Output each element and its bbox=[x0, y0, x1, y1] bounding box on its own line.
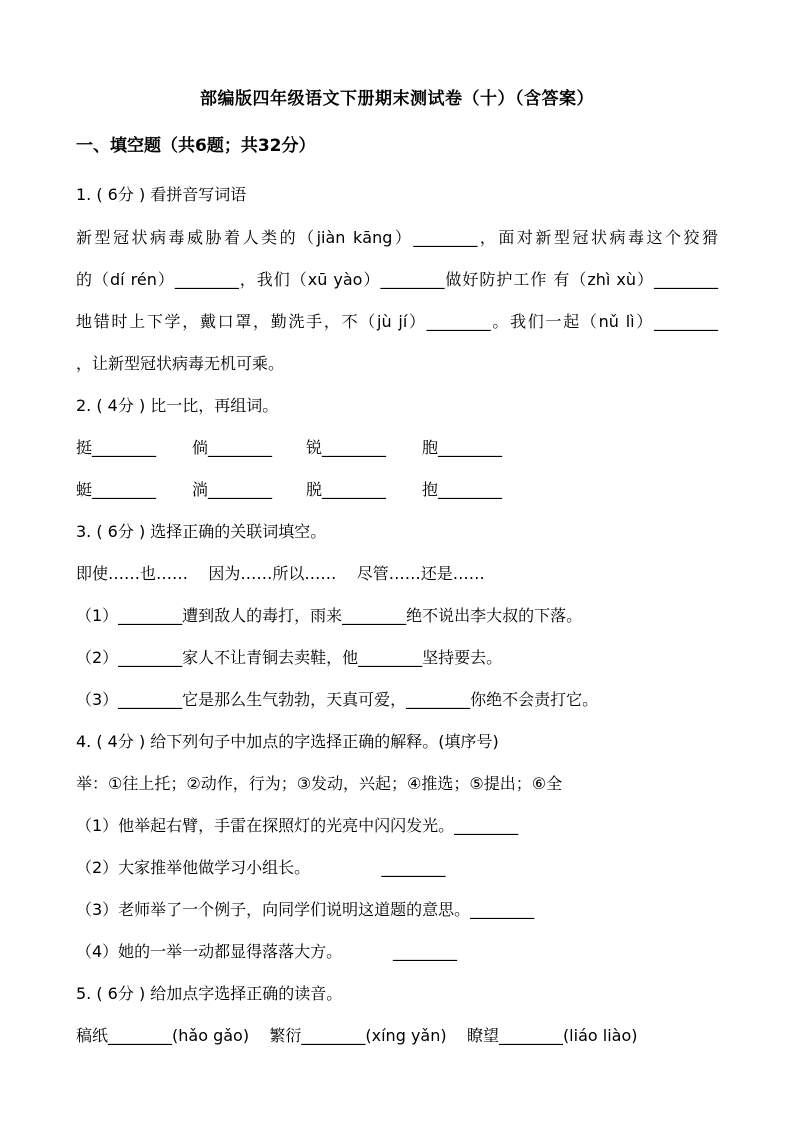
question-3-item-1: （1）________遭到敌人的毒打，雨来________绝不说出李大叔的下落。 bbox=[76, 606, 583, 625]
page-title: 部编版四年级语文下册期末测试卷（十）（含答案） bbox=[200, 89, 594, 109]
question-4-item-1: （1）他举起右臂，手雷在探照灯的光亮中闪闪发光。________ bbox=[76, 816, 519, 835]
question-1-line-2: 的（dí rén）________，我们（xū yào）________做好防护工作 有（zhì xù）________ bbox=[76, 270, 718, 289]
question-1-heading: 1. ( 6分 ) 看拼音写词语 bbox=[76, 185, 247, 204]
question-1-line-1: 新型冠状病毒威胁着人类的（jiàn kāng）________，面对新型冠状病毒这个狡猾 bbox=[76, 228, 718, 247]
word-cell: 淌________ bbox=[192, 480, 273, 499]
question-5-heading: 5. ( 6分 ) 给加点字选择正确的读音。 bbox=[76, 984, 343, 1003]
word-cell: 蜓________ bbox=[76, 480, 157, 499]
question-4-item-3: （3）老师举了一个例子，向同学们说明这道题的意思。________ bbox=[76, 900, 535, 919]
question-4-meanings: 举：①往上托；②动作，行为；③发动，兴起；④推选；⑤提出；⑥全 bbox=[76, 774, 563, 793]
question-2-heading: 2. ( 4分 ) 比一比，再组词。 bbox=[76, 396, 279, 415]
question-4-item-2: （2）大家推举他做学习小组长。 ________ bbox=[76, 858, 446, 877]
question-3-heading: 3. ( 6分 ) 选择正确的关联词填空。 bbox=[76, 522, 327, 541]
question-1-line-3: 地错时上下学，戴口罩，勤洗手，不（jù jí）________。我们一起（nǔ lì）________ bbox=[76, 312, 718, 331]
question-1-line-4: ，让新型冠状病毒无机可乘。 bbox=[76, 354, 285, 373]
section-heading-fill-blank: 一、填空题（共6题；共32分） bbox=[76, 136, 316, 156]
question-2-row-2 bbox=[76, 478, 718, 502]
word-cell: 倘________ bbox=[192, 438, 273, 457]
word-cell: 锐________ bbox=[306, 438, 387, 457]
question-4-heading: 4. ( 4分 ) 给下列句子中加点的字选择正确的解释。(填序号) bbox=[76, 732, 499, 751]
word-cell: 抱________ bbox=[422, 480, 503, 499]
word-cell: 挺________ bbox=[76, 438, 157, 457]
word-cell: 胞________ bbox=[422, 438, 503, 457]
question-3-item-3: （3）________它是那么生气勃勃，天真可爱，________你绝不会责打它。 bbox=[76, 690, 599, 709]
word-cell: 脱________ bbox=[306, 480, 387, 499]
question-5-line: 稿纸________(hǎo gǎo) 繁衍________(xíng yǎn) 瞭望________(liáo liào) bbox=[76, 1026, 638, 1045]
question-3-options: 即使……也…… 因为……所以…… 尽管……还是…… bbox=[76, 564, 485, 583]
question-3-item-2: （2）________家人不让青铜去卖鞋，他________坚持要去。 bbox=[76, 648, 503, 667]
question-4-item-4: （4）她的一举一动都显得落落大方。 ________ bbox=[76, 942, 458, 961]
question-2-row-1 bbox=[76, 436, 718, 460]
